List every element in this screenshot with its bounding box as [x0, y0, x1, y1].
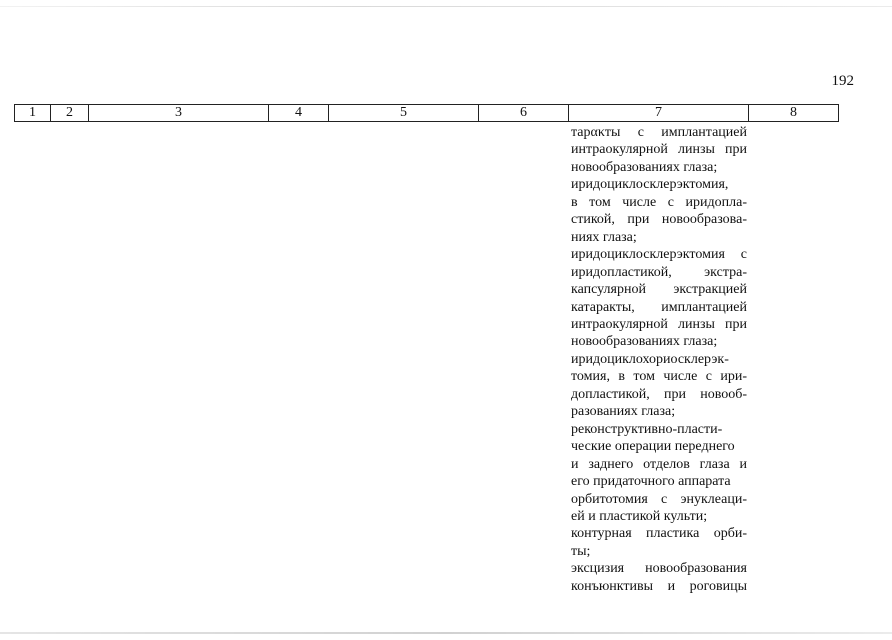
text-line: капсулярной экстракцией — [571, 282, 747, 298]
column-7-treatment-text — [571, 124, 747, 595]
text-line: в том числе с иридопла- — [571, 194, 747, 210]
column-number-1: 1 — [15, 105, 51, 122]
text-line: и заднего отделов глаза и — [571, 456, 747, 472]
page-number: 192 — [831, 73, 854, 89]
column-number-4: 4 — [269, 105, 329, 122]
text-line: его придаточного аппарата — [571, 474, 731, 490]
text-line: тарακты с имплантацией — [571, 125, 747, 140]
text-line: новообразованиях глаза; — [571, 334, 718, 350]
text-line: новообразованиях глаза; — [571, 159, 718, 175]
text-line: иридоциклосклерэктомия с — [571, 247, 747, 263]
text-line: ей и пластикой культи; — [571, 508, 708, 524]
text-line: ниях глаза; — [571, 229, 637, 245]
text-line: ты; — [571, 543, 591, 559]
text-line: иридопластикой, экстра- — [571, 264, 747, 280]
column-number-3: 3 — [89, 105, 269, 122]
column-number-header-table — [14, 104, 839, 122]
text-line: орбитотомия с энуклеаци- — [571, 491, 747, 507]
text-line: иридоциклосклерэктомия, — [571, 177, 729, 193]
text-line: реконструктивно-пласти- — [571, 421, 723, 437]
text-line: допластикой, при новооб- — [571, 386, 747, 402]
text-line: ческие операции переднего — [571, 439, 735, 455]
column-number-7: 7 — [569, 105, 749, 122]
scan-top-edge — [0, 6, 892, 7]
column-number-8: 8 — [749, 105, 839, 122]
column-number-6: 6 — [479, 105, 569, 122]
text-line: разованиях глаза; — [571, 404, 676, 420]
text-line: катаракты, имплантацией — [571, 299, 747, 315]
text-line: контурная пластика орби- — [571, 526, 747, 542]
text-line: томия, в том числе с ири- — [571, 369, 747, 385]
text-line: интраокулярной линзы при — [571, 316, 747, 332]
text-line: интраокулярной линзы при — [571, 142, 747, 158]
column-number-5: 5 — [329, 105, 479, 122]
text-line: стикой, при новообразова- — [571, 212, 747, 228]
text-line: конъюнктивы и роговицы — [571, 578, 747, 594]
text-line: иридоциклохориосклерэк- — [571, 351, 729, 367]
header-row — [15, 105, 839, 122]
column-number-2: 2 — [51, 105, 89, 122]
text-line: эксцизия новообразования — [571, 561, 747, 577]
scan-bottom-edge — [0, 632, 892, 634]
